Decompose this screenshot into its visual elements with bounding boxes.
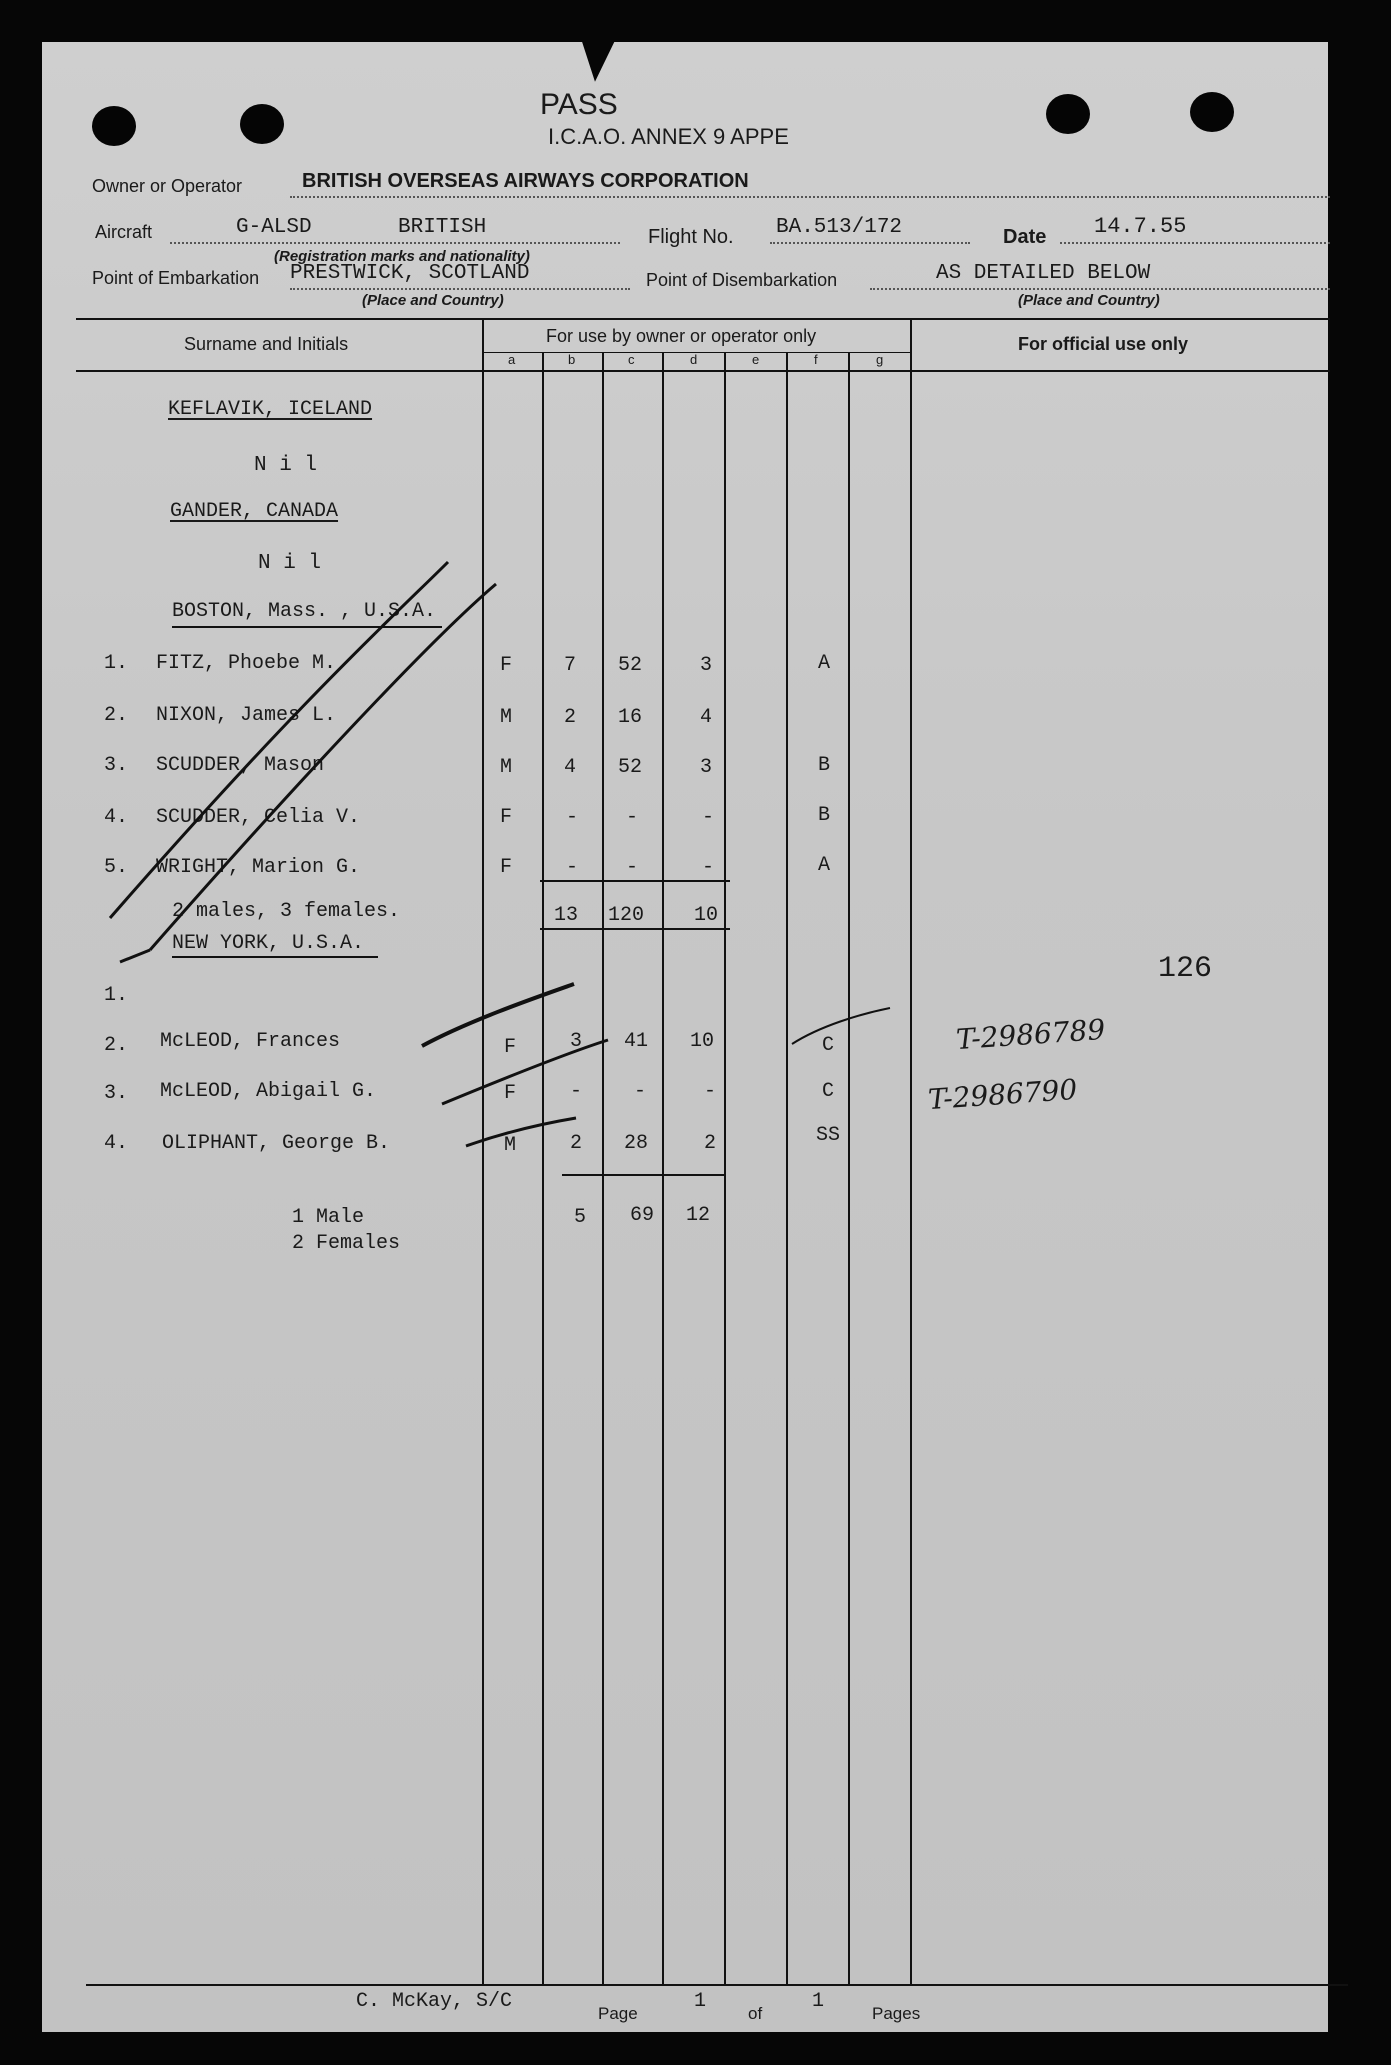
gander-nil: N i l	[258, 552, 322, 575]
table-top-rule	[76, 318, 1330, 320]
keflavik-nil: N i l	[254, 454, 318, 477]
subcol-d: d	[690, 352, 698, 367]
subcol-c: c	[628, 352, 635, 367]
col-b-cell: -	[566, 806, 579, 829]
owner-dots	[290, 196, 1330, 198]
ny-total-c: 69	[630, 1204, 655, 1227]
col-divider-f	[848, 352, 850, 1984]
col-d-cell: 2	[704, 1132, 717, 1155]
page-number: 1	[694, 1990, 707, 2013]
ny-total-d: 12	[686, 1204, 711, 1227]
boston-totals-rule-top	[540, 880, 730, 882]
col-d-cell: 10	[690, 1030, 715, 1053]
ny-total-b: 5	[574, 1206, 587, 1229]
col-divider-d	[724, 352, 726, 1984]
col-d-cell: 3	[700, 756, 713, 779]
ticket-number-1: T-2986789	[955, 1012, 1107, 1057]
ny-summary-male: 1 Male	[292, 1206, 365, 1229]
date-label: Date	[1003, 226, 1047, 248]
pages-label: Pages	[872, 2004, 921, 2023]
passenger-name: SCUDDER, Celia V.	[156, 806, 361, 829]
row-number: 4.	[104, 806, 129, 829]
table-header-rule	[76, 370, 1330, 372]
row-number: 2.	[104, 704, 129, 727]
table-bottom-rule	[86, 1984, 1348, 1986]
boston-totals-rule-bottom	[540, 928, 730, 930]
col-d-cell: 4	[700, 706, 713, 729]
purser-signature: C. McKay, S/C	[356, 1990, 513, 2013]
col-c-cell: 16	[618, 706, 643, 729]
col-d-cell: -	[704, 1080, 717, 1103]
section-newyork: NEW YORK, U.S.A.	[172, 932, 365, 955]
page-total: 1	[812, 1990, 825, 2013]
col-f-cell: C	[822, 1034, 835, 1057]
col-c-cell: -	[634, 1080, 647, 1103]
col-header-official: For official use only	[1018, 334, 1189, 354]
subcol-b: b	[568, 352, 576, 367]
aircraft-dots	[170, 242, 620, 244]
ticket-number-2: T-2986790	[927, 1072, 1079, 1117]
flight-dots	[770, 242, 970, 244]
col-b-cell: 3	[570, 1030, 583, 1053]
passenger-name: McLEOD, Frances	[160, 1030, 341, 1053]
passenger-name: SCUDDER, Mason	[156, 754, 325, 777]
col-c-cell: -	[626, 856, 639, 879]
col-divider-c	[662, 352, 664, 1984]
embark-label: Point of Embarkation	[92, 268, 260, 288]
embark-note: (Place and Country)	[362, 292, 504, 309]
ny-totals-rule	[562, 1174, 724, 1176]
of-label: of	[748, 2004, 763, 2023]
punch-hole-4	[1190, 92, 1234, 132]
registration-note: (Registration marks and nationality)	[274, 248, 530, 265]
col-d-cell: 3	[700, 654, 713, 677]
subcol-e: e	[752, 352, 760, 367]
disembark-dots	[870, 288, 1330, 290]
row-number: 1.	[104, 652, 129, 675]
row-number: 4.	[104, 1132, 129, 1155]
section-keflavik: KEFLAVIK, ICELAND	[168, 398, 373, 421]
punch-hole-2	[240, 104, 284, 144]
boston-summary: 2 males, 3 females.	[172, 900, 401, 923]
flight-label: Flight No.	[648, 226, 734, 248]
col-header-owner: For use by owner or operator only	[546, 326, 817, 346]
col-divider-a	[542, 352, 544, 1984]
col-header-name: Surname and Initials	[184, 334, 349, 354]
date-dots	[1060, 242, 1330, 244]
form-annex: I.C.A.O. ANNEX 9 APPE	[548, 124, 789, 149]
punch-hole-3	[1046, 94, 1090, 134]
embark-dots	[290, 288, 630, 290]
embark-value: PRESTWICK, SCOTLAND	[290, 262, 530, 285]
col-b-cell: 2	[570, 1132, 583, 1155]
sex-cell: M	[500, 706, 513, 729]
newyork-underline	[172, 956, 378, 958]
disembark-label: Point of Disembarkation	[646, 270, 838, 290]
sex-cell: F	[504, 1082, 517, 1105]
disembark-value: AS DETAILED BELOW	[936, 262, 1151, 285]
col-b-cell: 7	[564, 654, 577, 677]
col-f-cell: A	[818, 652, 831, 675]
col-c-cell: 41	[624, 1030, 649, 1053]
aircraft-reg: G-ALSD	[236, 216, 312, 239]
col-c-cell: 52	[618, 654, 643, 677]
flight-number: BA.513/172	[776, 216, 903, 239]
sex-cell: F	[500, 654, 513, 677]
official-stamp-number: 126	[1158, 952, 1213, 986]
sex-cell: F	[500, 806, 513, 829]
col-c-cell: -	[626, 806, 639, 829]
col-divider-b	[602, 352, 604, 1984]
sex-cell: M	[504, 1134, 517, 1157]
aircraft-label: Aircraft	[95, 222, 153, 242]
passenger-name: FITZ, Phoebe M.	[156, 652, 337, 675]
passenger-name: McLEOD, Abigail G.	[160, 1080, 377, 1103]
row-number: 2.	[104, 1034, 129, 1057]
col-f-cell: B	[818, 754, 831, 777]
col-divider-name	[482, 318, 484, 1984]
owner-value: BRITISH OVERSEAS AIRWAYS CORPORATION	[302, 170, 749, 192]
section-boston: BOSTON, Mass. , U.S.A.	[172, 600, 437, 623]
boston-underline	[172, 626, 442, 628]
row-number: 3.	[104, 754, 129, 777]
disembark-note: (Place and Country)	[1018, 292, 1160, 309]
col-divider-e	[786, 352, 788, 1984]
col-divider-official	[910, 318, 912, 1984]
passenger-name: OLIPHANT, George B.	[162, 1132, 391, 1155]
row-number: 5.	[104, 856, 129, 879]
col-b-cell: 4	[564, 756, 577, 779]
passenger-name: NIXON, James L.	[156, 704, 337, 727]
col-c-cell: 28	[624, 1132, 649, 1155]
row-number: 1.	[104, 984, 129, 1007]
col-c-cell: 52	[618, 756, 643, 779]
owner-label: Owner or Operator	[92, 176, 243, 196]
form-title: PASS	[540, 88, 618, 121]
col-f-cell: C	[822, 1080, 835, 1103]
col-b-cell: 2	[564, 706, 577, 729]
col-f-cell: B	[818, 804, 831, 827]
punch-hole-1	[92, 106, 136, 146]
boston-total-c: 120	[608, 904, 645, 927]
aircraft-nationality: BRITISH	[398, 216, 487, 239]
col-f-cell: SS	[816, 1124, 841, 1147]
col-b-cell: -	[566, 856, 579, 879]
sex-cell: F	[500, 856, 513, 879]
sex-cell: M	[500, 756, 513, 779]
ny-summary-female: 2 Females	[292, 1232, 401, 1255]
subcol-f: f	[814, 352, 818, 367]
row-number: 3.	[104, 1082, 129, 1105]
sex-cell: F	[504, 1036, 517, 1059]
passenger-name: WRIGHT, Marion G.	[156, 856, 361, 879]
col-d-cell: -	[702, 806, 715, 829]
section-gander: GANDER, CANADA	[170, 500, 339, 523]
boston-total-d: 10	[694, 904, 719, 927]
boston-total-b: 13	[554, 904, 579, 927]
col-d-cell: -	[702, 856, 715, 879]
col-f-cell: A	[818, 854, 831, 877]
subcol-g: g	[876, 352, 884, 367]
page-label: Page	[598, 2004, 638, 2023]
col-b-cell: -	[570, 1080, 583, 1103]
subcol-a: a	[508, 352, 516, 367]
date-value: 14.7.55	[1094, 214, 1187, 239]
